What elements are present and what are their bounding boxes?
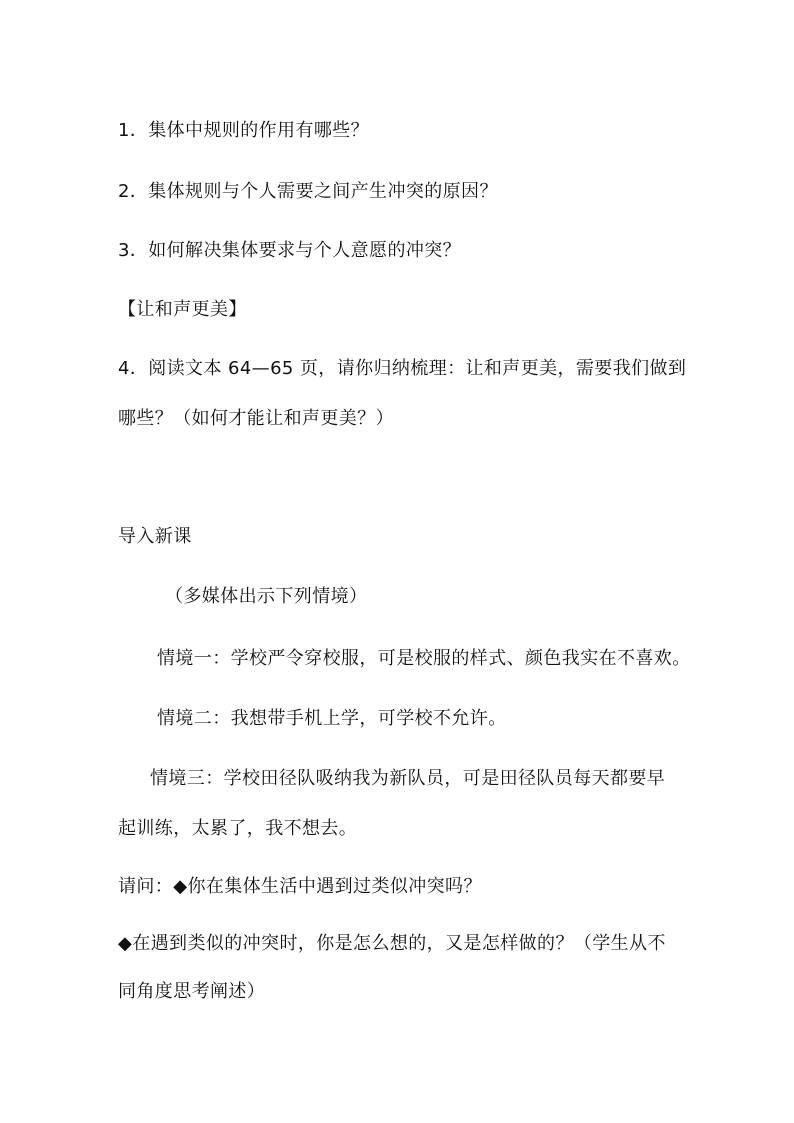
scenario-2: 情境二：我想带手机上学，可学校不允许。 [157,708,507,729]
scenario-1: 情境一：学校严令穿校服，可是校服的样式、颜色我实在不喜欢。 [157,648,691,669]
question-2: 2．集体规则与个人需要之间产生冲突的原因？ [118,181,498,202]
question-3: 3．如何解决集体要求与个人意愿的冲突？ [118,240,462,261]
lesson-intro-heading: 导入新课 [118,526,192,547]
discussion-question-2-line-2: 同角度思考阐述） [118,981,266,1002]
question-1: 1．集体中规则的作用有哪些？ [118,120,370,141]
scenario-3-line-1: 情境三：学校田径队吸纳我为新队员，可是田径队员每天都要早 [150,768,666,789]
question-4-line-1: 4．阅读文本 64—65 页，请你归纳梳理：让和声更美，需要我们做到 [118,358,687,379]
discussion-question-2-line-1: ◆在遇到类似的冲突时，你是怎么想的，又是怎样做的？（学生从不 [118,933,666,954]
question-4-line-2: 哪些？（如何才能让和声更美？） [118,408,394,429]
discussion-question-1: 请问：◆你在集体生活中遇到过类似冲突吗？ [118,876,482,897]
section-heading: 【让和声更美】 [118,299,247,320]
multimedia-instruction: （多媒体出示下列情境） [165,586,368,607]
scenario-3-line-2: 起训练，太累了，我不想去。 [118,818,358,839]
